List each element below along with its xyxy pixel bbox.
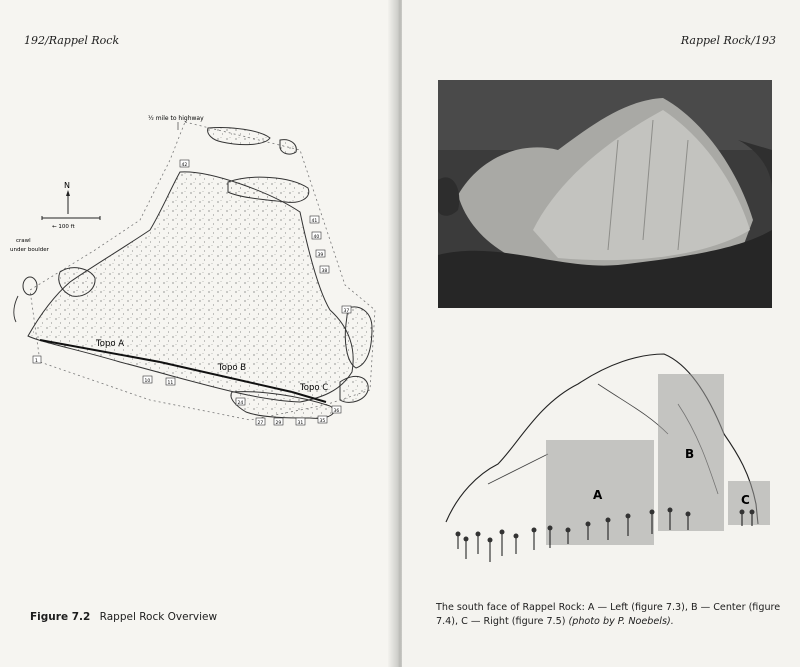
route-marker (256, 418, 265, 426)
route-marker (143, 376, 152, 384)
figure-caption-left (30, 611, 217, 623)
figure-number: Figure 7.2 (30, 611, 91, 623)
route-marker (316, 250, 325, 258)
figure-title: Rappel Rock Overview (99, 611, 218, 623)
right-page-header: Rappel Rock/193 (680, 34, 776, 47)
topo-b-label: Topo B (218, 363, 247, 373)
crawl-label-2: under boulder (10, 247, 49, 253)
route-marker (274, 418, 283, 426)
svg-text:10: 10 (144, 379, 151, 384)
right-boulder (345, 307, 372, 368)
route-marker (332, 406, 341, 414)
crawl-boulder (23, 277, 37, 295)
svg-text:37: 37 (343, 309, 350, 314)
right-page (402, 0, 800, 667)
section-a-label: A (593, 488, 603, 502)
svg-text:39: 39 (317, 253, 324, 258)
svg-text:1: 1 (35, 359, 38, 364)
route-marker (312, 232, 321, 240)
route-marker (296, 418, 305, 426)
south-face-sketch (438, 344, 778, 579)
section-b-label: B (685, 447, 695, 461)
upper-boulder-3 (280, 140, 296, 154)
caption-text: The south face of Rappel Rock: A — Left (figure 7.3), B — Center (figure 7.4), C — Right (figure 7.5) (436, 602, 781, 627)
north-label: N (64, 181, 70, 190)
svg-text:29: 29 (275, 421, 282, 426)
route-marker (310, 216, 319, 224)
route-marker (318, 416, 327, 424)
route-marker (236, 398, 245, 406)
route-marker (180, 160, 189, 168)
figure-caption-right (436, 601, 786, 629)
svg-text:11: 11 (167, 381, 174, 386)
left-page-header: 192/Rappel Rock (24, 34, 120, 47)
svg-text:36: 36 (333, 409, 340, 414)
route-marker (342, 306, 351, 314)
highway-note: ½ mile to highway (148, 115, 204, 122)
section-c-label: C (741, 493, 750, 507)
svg-text:27: 27 (257, 421, 264, 426)
topo-a-label: Topo A (96, 339, 125, 349)
rock-photo (438, 80, 772, 308)
svg-text:41: 41 (311, 219, 318, 224)
crawl-label: crawl (16, 238, 31, 244)
left-page (0, 0, 398, 667)
svg-text:38: 38 (321, 269, 328, 274)
topo-c-label: Topo C (300, 383, 329, 393)
svg-text:31: 31 (297, 421, 304, 426)
upper-boulder-2 (208, 127, 270, 144)
svg-text:42: 42 (181, 163, 188, 168)
scale-label: ← 100 ft (52, 224, 75, 230)
svg-text:24: 24 (237, 401, 244, 406)
corner-boulder (340, 376, 368, 402)
route-marker (166, 378, 175, 386)
svg-text:35: 35 (319, 419, 326, 424)
route-marker (320, 266, 329, 274)
photo-credit: (photo by P. Noebels). (568, 616, 674, 627)
overview-map (0, 100, 398, 440)
svg-text:40: 40 (313, 235, 320, 240)
route-marker (33, 356, 41, 364)
